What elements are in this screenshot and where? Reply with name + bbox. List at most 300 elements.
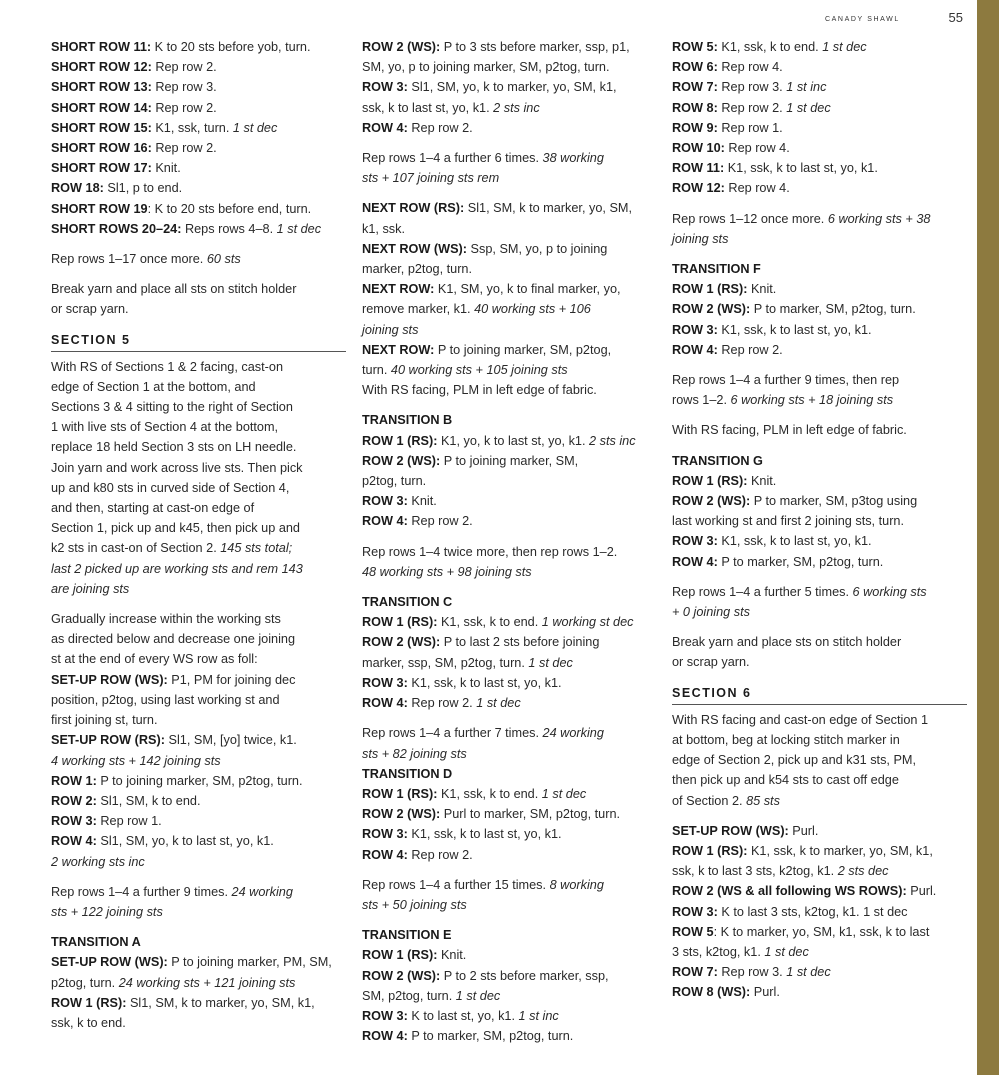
stitch-count: 1 st dec (764, 944, 809, 959)
instruction-text: edge of Section 1 at the bottom, and (51, 379, 256, 394)
instruction-text: K1, yo, k to last st, yo, k1. (437, 433, 590, 448)
text-line (362, 511, 662, 531)
instruction-text: as directed below and decrease one joining (51, 632, 296, 647)
text-line (362, 491, 662, 511)
stitch-count: 8 working (549, 877, 604, 892)
instruction-text: Knit. (407, 494, 437, 509)
instruction-text: Knit. (747, 473, 777, 488)
row-label: ROW 1 (RS): (362, 786, 438, 801)
text-line (672, 118, 967, 138)
instruction-text: : K to marker, yo, SM, k1, ssk, k to last (713, 924, 930, 939)
row-label: ROW 3: (362, 80, 408, 95)
text-line (51, 478, 346, 498)
instruction-text: replace 18 held Section 3 sts on LH needle. (51, 440, 297, 455)
text-line (672, 77, 967, 97)
instruction-text: ssk, k to last 3 sts, k2tog, k1. (672, 864, 838, 879)
instruction-text: K to last 3 sts, k2tog, k1. 1 st dec (717, 904, 908, 919)
instruction-text: Sl1, SM, yo, k to last st, yo, k1. (96, 834, 274, 849)
stitch-count: sts + 82 joining sts (362, 746, 467, 761)
instruction-text: remove marker, k1. (362, 302, 475, 317)
stitch-count: 40 working sts + 105 joining sts (390, 363, 568, 378)
text-line (362, 744, 662, 764)
text-line (672, 178, 967, 198)
instruction-text: Rep rows 1–4 a further 9 times. (51, 884, 232, 899)
stitch-count: 1 working st dec (541, 615, 634, 630)
instruction-text: K1, ssk, k to end. (437, 615, 542, 630)
row-label: ROW 4: (672, 554, 718, 569)
paragraph-gap (362, 865, 662, 875)
text-line (362, 542, 662, 562)
instruction-text: k2 sts in cast-on of Section 2. (51, 541, 221, 556)
text-line (51, 77, 346, 97)
instruction-text: K1, ssk, k to marker, yo, SM, k1, (747, 843, 933, 858)
row-label: NEXT ROW (WS): (362, 241, 468, 256)
row-label: ROW 7: (672, 965, 718, 980)
gold-sidebar-stripe (977, 0, 999, 1075)
instruction-text: ssk, k to end. (51, 1015, 126, 1030)
paragraph-gap (51, 872, 346, 882)
text-line (51, 559, 346, 579)
instruction-text: then pick up and k54 sts to cast off edge (672, 773, 899, 788)
text-line (362, 168, 662, 188)
text-line (362, 360, 662, 380)
text-line (362, 1026, 662, 1046)
text-line (51, 973, 346, 993)
text-line (362, 764, 662, 784)
stitch-count: joining sts (672, 231, 729, 246)
text-line (362, 986, 662, 1006)
text-line (672, 730, 967, 750)
paragraph-gap (672, 410, 967, 420)
text-line (362, 98, 662, 118)
stitch-count: last 2 picked up are working sts and rem 143 (51, 561, 303, 576)
instruction-text: Rep rows 1–4 a further 15 times. (362, 877, 550, 892)
instruction-text: Purl. (788, 823, 819, 838)
text-line (51, 158, 346, 178)
stitch-count: + 0 joining sts (672, 605, 750, 620)
instruction-text: Rep row 4. (717, 60, 783, 75)
instruction-text: K1, ssk, k to end. (717, 40, 823, 54)
instruction-text: SM, p2tog, turn. (362, 988, 456, 1003)
stitch-count: 60 sts (206, 252, 241, 267)
instruction-text: K1, ssk, k to last st, yo, k1. (407, 827, 562, 842)
instruction-text: of Section 2. (672, 793, 747, 808)
text-line (51, 932, 346, 952)
text-line (672, 942, 967, 962)
stitch-count: 2 sts inc (493, 100, 540, 115)
instruction-text: Knit. (437, 948, 467, 963)
instruction-text: P to 3 sts before marker, ssp, p1, (440, 40, 630, 54)
instruction-text: With RS facing, PLM in left edge of fabric. (672, 423, 907, 438)
stitch-count: are joining sts (51, 581, 130, 596)
instruction-text: K to 20 sts before yob, turn. (151, 40, 311, 54)
instruction-text: turn. (362, 363, 391, 378)
text-line (362, 784, 662, 804)
text-line (51, 710, 346, 730)
text-line (672, 632, 967, 652)
text-line (51, 751, 346, 771)
running-head: CANADY SHAWL (825, 16, 900, 23)
stitch-count: joining sts (362, 322, 419, 337)
instruction-text: With RS facing and cast-on edge of Section 1 (672, 712, 929, 727)
paragraph-gap (51, 239, 346, 249)
instruction-text: Rep rows 1–4 a further 6 times. (362, 151, 543, 166)
instruction-text: k1, ssk. (362, 221, 406, 236)
row-label: SHORT ROW 11: (51, 40, 152, 54)
instruction-text: Gradually increase within the working sts (51, 612, 281, 627)
text-line (672, 98, 967, 118)
row-label: ROW 10: (672, 141, 725, 156)
text-line (672, 209, 967, 229)
instruction-text: Ssp, SM, yo, p to joining (467, 241, 608, 256)
instruction-text: K1, ssk, k to last st, yo, k1. (407, 675, 562, 690)
row-label: ROW 2: (51, 793, 97, 808)
instruction-text: P to marker, SM, p2tog, turn. (750, 302, 916, 317)
instruction-text: Knit. (151, 161, 181, 176)
row-label: SET-UP ROW (WS): (51, 672, 168, 687)
instruction-text: P to marker, SM, p3tog using (750, 494, 918, 509)
instruction-text: Sl1, SM, yo, k to marker, yo, SM, k1, (407, 80, 617, 95)
instruction-text: Rep row 3. (717, 965, 787, 980)
text-line (362, 632, 662, 652)
stitch-count: 6 working sts + 38 (827, 211, 931, 226)
row-label: ROW 8: (672, 100, 718, 115)
row-label: ROW 12: (672, 181, 725, 196)
paragraph-gap (51, 922, 346, 932)
text-line (672, 982, 967, 1002)
text-line (672, 340, 967, 360)
instruction-text: marker, p2tog, turn. (362, 262, 473, 277)
instruction-text: Rep row 3. (717, 80, 787, 95)
paragraph-gap (362, 138, 662, 148)
row-label: ROW 2 (WS): (362, 635, 441, 650)
text-line (672, 582, 967, 602)
row-label: NEXT ROW (RS): (362, 201, 465, 216)
instruction-text: or scrap yarn. (51, 302, 129, 317)
instruction-text: Rep row 2. (407, 120, 473, 135)
row-label: TRANSITION E (362, 928, 452, 943)
instruction-text: Join yarn and work across live sts. Then pick (51, 460, 303, 475)
text-line (51, 852, 346, 872)
instruction-text: Sl1, SM, k to marker, yo, SM, k1, (126, 995, 315, 1010)
text-line (362, 925, 662, 945)
text-line (672, 750, 967, 770)
instruction-text: Sl1, SM, k to end. (96, 793, 201, 808)
paragraph-gap (51, 599, 346, 609)
instruction-text: Rep rows 1–4 a further 5 times. (672, 584, 853, 599)
text-line (672, 299, 967, 319)
text-line (672, 511, 967, 531)
row-label: ROW 4: (362, 696, 408, 711)
instruction-text: edge of Section 2, pick up and k31 sts, PM, (672, 753, 917, 768)
instruction-text: ssk, k to last st, yo, k1. (362, 100, 494, 115)
text-line (362, 198, 662, 218)
row-label: SHORT ROW 12: (51, 60, 152, 75)
stitch-count: 2 sts inc (589, 433, 636, 448)
row-label: SET-UP ROW (RS): (51, 733, 165, 748)
text-line (51, 831, 346, 851)
row-label: SET-UP ROW (WS): (51, 955, 168, 970)
row-label: ROW 4: (362, 1029, 408, 1044)
paragraph-gap (362, 188, 662, 198)
instruction-text: Rep row 2. (151, 100, 217, 115)
stitch-count: 6 working sts (852, 584, 927, 599)
instruction-text: P1, PM for joining dec (167, 672, 296, 687)
instruction-text: P to 2 sts before marker, ssp, (440, 968, 609, 983)
text-line (672, 279, 967, 299)
row-label: SHORT ROW 15: (51, 120, 152, 135)
text-line (51, 417, 346, 437)
instruction-text: Sections 3 & 4 sitting to the right of Section (51, 400, 293, 415)
stitch-count: sts + 122 joining sts (51, 904, 163, 919)
text-line (362, 824, 662, 844)
row-label: TRANSITION F (672, 262, 761, 277)
text-line (362, 612, 662, 632)
row-label: ROW 1 (RS): (672, 473, 748, 488)
paragraph-gap (672, 811, 967, 821)
row-label: ROW 1 (RS): (362, 615, 438, 630)
text-line (51, 57, 346, 77)
row-label: ROW 7: (672, 80, 718, 95)
text-line (362, 653, 662, 673)
text-line (362, 57, 662, 77)
stitch-count: 1 st dec (822, 40, 867, 54)
instruction-text: K to last st, yo, k1. (407, 1008, 519, 1023)
instruction-text: Rep rows 1–12 once more. (672, 211, 828, 226)
row-label: ROW 3: (362, 494, 408, 509)
stitch-count: 145 sts total; (220, 541, 293, 556)
row-label: ROW 3: (672, 904, 718, 919)
text-line (51, 771, 346, 791)
text-line (51, 1013, 346, 1033)
text-line (362, 673, 662, 693)
text-line (51, 538, 346, 558)
row-label: ROW 2 (WS & all following WS ROWS): (672, 884, 907, 899)
stitch-count: 1 st inc (518, 1008, 559, 1023)
instruction-text: 3 sts, k2tog, k1. (672, 944, 765, 959)
text-line (51, 629, 346, 649)
row-label: ROW 1: (51, 773, 97, 788)
text-line (51, 670, 346, 690)
instruction-text: P to last 2 sts before joining (440, 635, 600, 650)
row-label: TRANSITION B (362, 413, 453, 428)
text-line (51, 952, 346, 972)
text-line (362, 239, 662, 259)
row-label: ROW 11: (672, 161, 725, 176)
row-label: ROW 5: (672, 40, 718, 54)
text-line (51, 811, 346, 831)
row-label: NEXT ROW: (362, 282, 435, 297)
instruction-text: Rep row 3. (151, 80, 217, 95)
text-line (51, 118, 346, 138)
text-line (672, 320, 967, 340)
stitch-count: 85 sts (746, 793, 780, 808)
instruction-text: or scrap yarn. (672, 655, 750, 670)
text-line (362, 693, 662, 713)
instruction-text: Section 1, pick up and k45, then pick up and (51, 521, 300, 536)
text-line (362, 380, 662, 400)
instruction-text: Rep row 2. (151, 141, 217, 156)
paragraph-gap (672, 673, 967, 683)
paragraph-gap (672, 572, 967, 582)
instruction-text: Rep row 2. (407, 514, 473, 529)
text-line (362, 77, 662, 97)
text-line (672, 531, 967, 551)
text-line (51, 98, 346, 118)
stitch-count: 1 st dec (276, 221, 322, 236)
row-label: ROW 2 (WS): (362, 968, 441, 983)
stitch-count: 4 working sts + 142 joining sts (51, 753, 221, 768)
text-line (362, 431, 662, 451)
row-label: ROW 3: (362, 675, 408, 690)
stitch-count: 1 st dec (528, 655, 573, 670)
text-line (672, 821, 967, 841)
instruction-text: Rep rows 1–4 twice more, then rep rows 1–2. (362, 544, 618, 559)
row-label: TRANSITION G (672, 453, 763, 468)
text-line (362, 410, 662, 430)
instruction-text: With RS of Sections 1 & 2 facing, cast-on (51, 359, 284, 374)
text-line (51, 690, 346, 710)
paragraph-gap (51, 269, 346, 279)
stitch-count: 2 sts dec (837, 864, 889, 879)
instruction-text: first joining st, turn. (51, 713, 158, 728)
paragraph-gap (672, 622, 967, 632)
row-label: TRANSITION A (51, 935, 141, 950)
row-label: ROW 1 (RS): (362, 948, 438, 963)
paragraph-gap (672, 199, 967, 209)
instruction-text: K1, ssk, k to last st, yo, k1. (717, 322, 872, 337)
stitch-count: sts + 107 joining sts rem (362, 171, 500, 186)
text-line (672, 259, 967, 279)
instruction-text: With RS facing, PLM in left edge of fabric. (362, 383, 597, 398)
row-label: ROW 4: (362, 120, 408, 135)
paragraph-gap (362, 582, 662, 592)
section-heading: SECTION 5 (51, 330, 346, 352)
text-line (672, 370, 967, 390)
text-line (672, 390, 967, 410)
column-1 (51, 37, 346, 1033)
text-line (362, 118, 662, 138)
row-label: ROW 2 (WS): (362, 807, 441, 822)
text-line (51, 730, 346, 750)
instruction-text: Rep row 2. (407, 847, 473, 862)
instruction-text: P to joining marker, SM, (440, 453, 579, 468)
text-line (362, 471, 662, 491)
instruction-text: and then, starting at cast-on edge of (51, 501, 255, 516)
text-line (672, 861, 967, 881)
text-line (672, 962, 967, 982)
row-label: ROW 3: (672, 534, 718, 549)
paragraph-gap (672, 249, 967, 259)
text-line (362, 279, 662, 299)
text-line (51, 199, 346, 219)
instruction-text: Sl1, SM, [yo] twice, k1. (164, 733, 297, 748)
instruction-text: K1, ssk, k to last st, yo, k1. (724, 161, 878, 176)
text-line (51, 249, 346, 269)
stitch-count: 1 st inc (786, 80, 827, 95)
page-number: 55 (948, 10, 963, 25)
text-line (362, 723, 662, 743)
text-line (362, 895, 662, 915)
text-line (672, 552, 967, 572)
row-label: ROW 3: (362, 1008, 408, 1023)
instruction-text: K1, ssk, turn. (151, 120, 233, 135)
page-header (700, 10, 965, 28)
instruction-text: rows 1–2. (672, 393, 731, 408)
text-line (672, 471, 967, 491)
text-line (51, 437, 346, 457)
text-line (362, 592, 662, 612)
instruction-text: Rep rows 1–4 a further 9 times, then rep (672, 373, 900, 388)
text-line (672, 791, 967, 811)
text-line (51, 357, 346, 377)
instruction-text: up and k80 sts in curved side of Section 4, (51, 480, 290, 495)
stitch-count: 1 st dec (786, 965, 831, 980)
text-line (672, 652, 967, 672)
text-line (672, 420, 967, 440)
text-line (362, 945, 662, 965)
instruction-text: Rep row 2. (407, 696, 477, 711)
text-line (362, 1006, 662, 1026)
instruction-text: K1, ssk, k to last st, yo, k1. (717, 534, 872, 549)
text-line (362, 451, 662, 471)
text-line (672, 881, 967, 901)
text-line (672, 138, 967, 158)
text-line (51, 498, 346, 518)
text-line (672, 451, 967, 471)
instruction-text: Rep row 4. (724, 141, 790, 156)
instruction-text: P to marker, SM, p2tog, turn. (407, 1029, 574, 1044)
row-label: ROW 18: (51, 181, 104, 196)
row-label: ROW 3: (672, 322, 718, 337)
instruction-text: at bottom, beg at locking stitch marker in (672, 732, 900, 747)
text-line (672, 770, 967, 790)
text-line (672, 902, 967, 922)
row-label: ROW 3: (51, 814, 97, 829)
instruction-text: position, p2tog, using last working st and (51, 692, 280, 707)
instruction-text: marker, ssp, SM, p2tog, turn. (362, 655, 529, 670)
text-line (362, 320, 662, 340)
row-label: ROW 4: (362, 847, 408, 862)
text-line (51, 579, 346, 599)
text-line (51, 279, 346, 299)
text-line (672, 158, 967, 178)
instruction-text: p2tog, turn. (51, 975, 119, 990)
text-line (672, 229, 967, 249)
text-line (672, 491, 967, 511)
instruction-text: Rep row 2. (151, 60, 217, 75)
row-label: TRANSITION D (362, 766, 453, 781)
instruction-text: P to joining marker, PM, SM, (167, 955, 332, 970)
instruction-text: P to marker, SM, p2tog, turn. (717, 554, 884, 569)
instruction-text: K1, ssk, k to end. (437, 786, 542, 801)
row-label: ROW 4: (672, 342, 718, 357)
instruction-text: 1 with live sts of Section 4 at the bottom, (51, 420, 279, 435)
row-label: SHORT ROW 13: (51, 80, 152, 95)
text-line (51, 458, 346, 478)
stitch-count: sts + 50 joining sts (362, 897, 467, 912)
row-label: ROW 1 (RS): (672, 843, 748, 858)
stitch-count: 2 working sts inc (51, 854, 145, 869)
instruction-text: SM, yo, p to joining marker, SM, p2tog, turn. (362, 60, 610, 75)
paragraph-gap (672, 441, 967, 451)
text-line (51, 138, 346, 158)
text-line (672, 37, 967, 57)
row-label: SET-UP ROW (WS): (672, 823, 789, 838)
row-label: SHORT ROW 16: (51, 141, 152, 156)
instruction-text: Rep row 2. (717, 342, 783, 357)
row-label: ROW 2 (WS): (362, 453, 441, 468)
